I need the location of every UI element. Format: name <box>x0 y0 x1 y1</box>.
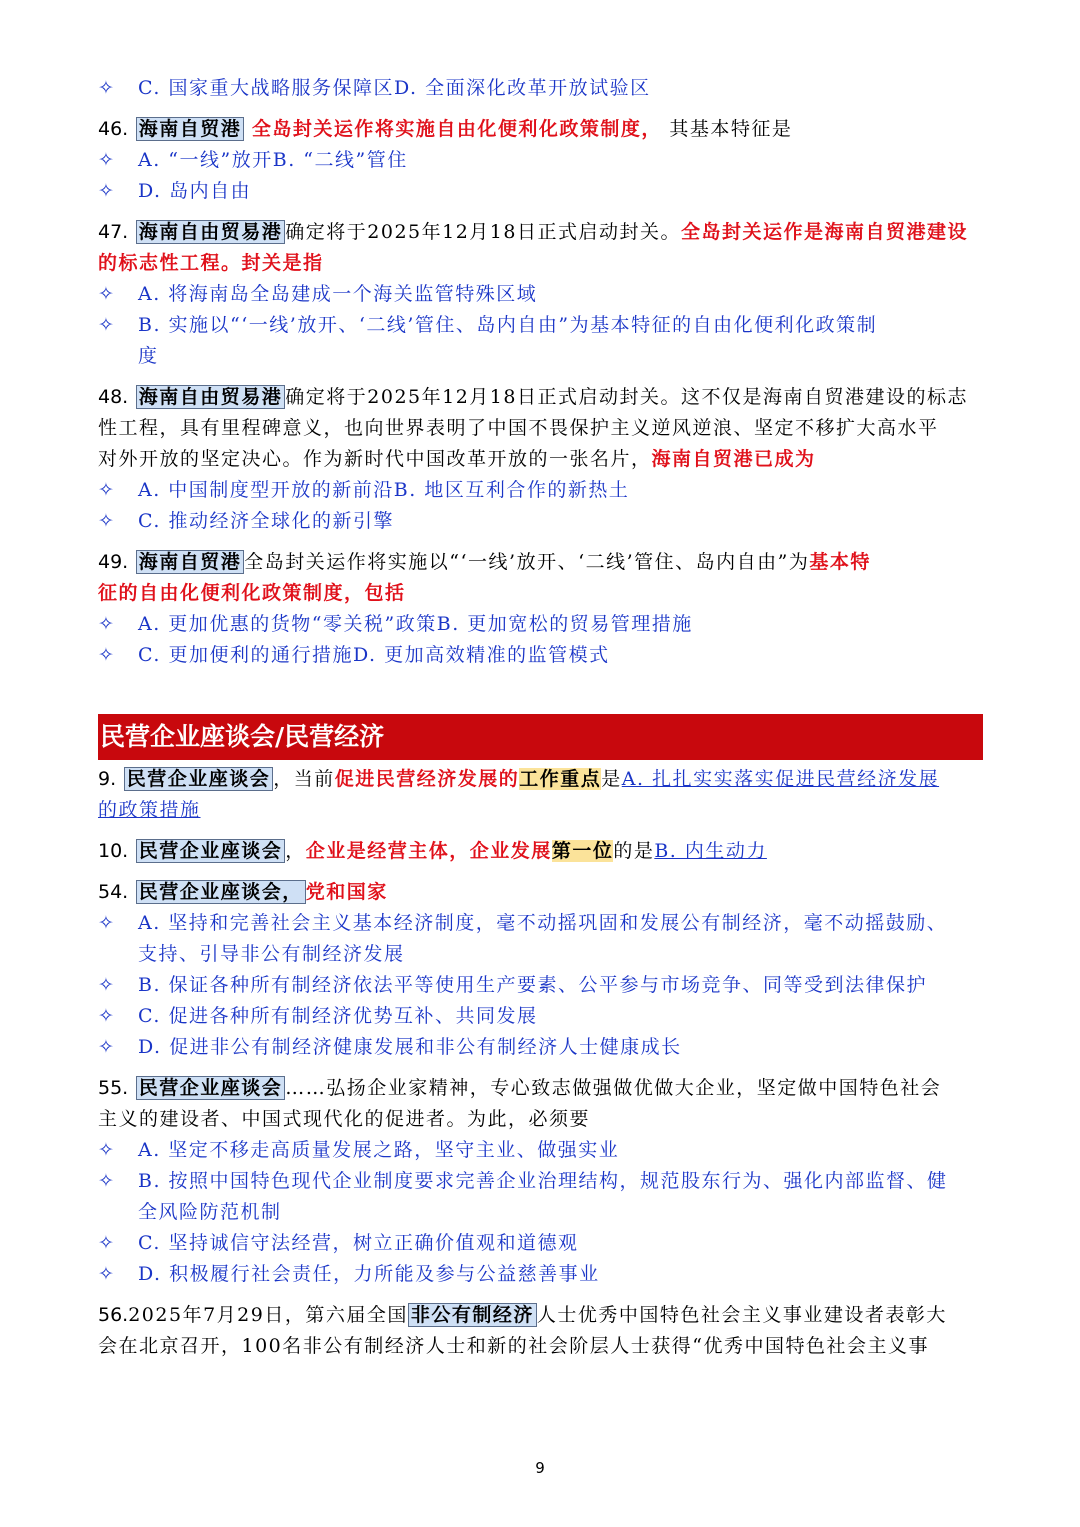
option-item <box>98 970 983 1001</box>
option-item <box>98 1259 983 1290</box>
section-heading: 民营企业座谈会/民营经济 <box>98 714 983 760</box>
bullet-icon: ✧ <box>98 314 116 336</box>
topic-tag: 民营企业座谈会， <box>136 880 306 904</box>
key-phrase-highlight: 工作重点 <box>519 768 602 790</box>
option-text: B. 实施以“‘一线’放开、‘二线’管住、岛内自由”为基本特征的自由化便利化政策制 <box>138 314 878 336</box>
option-item <box>98 1228 983 1259</box>
question-stem: 确定将于2025年12月18日正式启动封关。 <box>285 221 681 243</box>
question-stem-highlight: 全岛封关运作是海南自贸港建设 <box>681 221 969 243</box>
question-48-line3 <box>98 444 983 475</box>
question-stem: 是 <box>601 768 622 790</box>
topic-tag: 海南自由贸易港 <box>136 385 286 409</box>
question-stem-highlight: 党和国家 <box>305 881 388 903</box>
option-text-cont: 支持、引导非公有制经济发展 <box>138 943 405 965</box>
question-54 <box>98 877 983 908</box>
option-text: B. 保证各种所有制经济依法平等使用生产要素、公平参与市场竞争、同等受到法律保护 <box>138 974 928 996</box>
bullet-icon: ✧ <box>98 912 116 934</box>
option-text-cont: 度 <box>138 345 159 367</box>
question-stem: 2025年7月29日，第六届全国 <box>128 1304 408 1326</box>
option-item <box>98 908 983 939</box>
option-text: C. 推动经济全球化的新引擎 <box>138 510 394 532</box>
question-stem: 会在北京召开，100名非公有制经济人士和新的社会阶层人士获得“优秀中国特色社会主义事 <box>98 1335 929 1357</box>
option-text: C. 坚持诚信守法经营，树立正确价值观和道德观 <box>138 1232 579 1254</box>
option-item <box>98 1135 983 1166</box>
bullet-icon: ✧ <box>98 1139 116 1161</box>
question-stem: ，当前 <box>273 768 335 790</box>
question-stem-highlight: 的标志性工程。封关是指 <box>98 252 324 274</box>
option-text: D. 岛内自由 <box>138 180 252 202</box>
bullet-icon: ✧ <box>98 479 116 501</box>
bullet-icon: ✧ <box>98 149 116 171</box>
bullet-icon: ✧ <box>98 613 116 635</box>
option-text: B. 按照中国特色现代企业制度要求完善企业治理结构，规范股东行为、强化内部监督、健 <box>138 1170 948 1192</box>
question-47 <box>98 217 983 248</box>
question-stem-highlight: 促进民营经济发展的 <box>334 768 520 790</box>
question-stem: 确定将于2025年12月18日正式启动封关。这不仅是海南自贸港建设的标志 <box>285 386 968 408</box>
option-text: A. “一线”放开B. “二线”管住 <box>138 149 408 171</box>
bullet-icon: ✧ <box>98 283 116 305</box>
question-stem-highlight: 海南自贸港已成为 <box>651 448 816 470</box>
question-stem: 性工程，具有里程碑意义，也向世界表明了中国不畏保护主义逆风逆浪、坚定不移扩大高水平 <box>98 417 939 439</box>
option-item <box>98 475 983 506</box>
question-55 <box>98 1073 983 1104</box>
bullet-icon: ✧ <box>98 180 116 202</box>
question-stem: 的是 <box>613 840 655 862</box>
question-10 <box>98 836 983 867</box>
question-number: 47. <box>98 221 129 243</box>
option-text: A. 更加优惠的货物“零关税”政策B. 更加宽松的贸易管理措施 <box>138 613 693 635</box>
bullet-icon: ✧ <box>98 644 116 666</box>
question-48 <box>98 382 983 413</box>
bullet-icon: ✧ <box>98 1036 116 1058</box>
bullet-icon: ✧ <box>98 510 116 532</box>
question-number: 48. <box>98 386 129 408</box>
question-stem-highlight: 全岛封关运作将实施自由化便利化政策制度， <box>251 118 662 140</box>
option-text: A. 坚持和完善社会主义基本经济制度，毫不动摇巩固和发展公有制经济，毫不动摇鼓励、 <box>138 912 948 934</box>
option-text: D. 促进非公有制经济健康发展和非公有制经济人士健康成长 <box>138 1036 682 1058</box>
answer-text: 的政策措施 <box>98 799 201 821</box>
option-text: D. 积极履行社会责任，力所能及参与公益慈善事业 <box>138 1263 600 1285</box>
option-item <box>98 1001 983 1032</box>
option-text: A. 中国制度型开放的新前沿B. 地区互利合作的新热土 <box>138 479 630 501</box>
question-stem: 全岛封关运作将实施以“‘一线’放开、‘二线’管住、岛内自由”为 <box>244 551 810 573</box>
question-46 <box>98 114 983 145</box>
question-47-cont <box>98 248 983 279</box>
question-number: 54. <box>98 881 129 903</box>
bullet-icon: ✧ <box>98 1263 116 1285</box>
question-number: 49. <box>98 551 129 573</box>
option-item <box>98 73 983 104</box>
topic-tag: 海南自由贸易港 <box>136 220 286 244</box>
topic-tag: 民营企业座谈会 <box>124 767 274 791</box>
topic-tag: 民营企业座谈会 <box>136 839 286 863</box>
topic-tag: 海南自贸港 <box>136 550 245 574</box>
option-item <box>98 279 983 310</box>
option-item <box>98 176 983 207</box>
option-text-cont: 全风险防范机制 <box>138 1201 282 1223</box>
key-phrase-highlight: 第一位 <box>551 840 614 862</box>
page-content <box>98 70 983 1362</box>
question-stem: ， <box>285 840 306 862</box>
question-stem: ……弘扬企业家精神，专心致志做强做优做大企业，坚定做中国特色社会 <box>285 1077 942 1099</box>
option-text: A. 将海南岛全岛建成一个海关监管特殊区域 <box>138 283 538 305</box>
option-item <box>98 1032 983 1063</box>
question-stem: 其基本特征是 <box>669 118 793 140</box>
question-number: 46. <box>98 118 129 140</box>
option-item <box>98 506 983 537</box>
option-item <box>98 1166 983 1197</box>
question-stem: 对外开放的坚定决心。作为新时代中国改革开放的一张名片， <box>98 448 652 470</box>
option-text: C. 促进各种所有制经济优势互补、共同发展 <box>138 1005 538 1027</box>
bullet-icon: ✧ <box>98 974 116 996</box>
question-stem-highlight: 基本特 <box>809 551 871 573</box>
question-stem: 主义的建设者、中国式现代化的促进者。为此，必须要 <box>98 1108 591 1130</box>
topic-tag: 海南自贸港 <box>136 117 245 141</box>
question-9 <box>98 764 983 795</box>
question-number: 9. <box>98 768 117 790</box>
option-text: A. 坚定不移走高质量发展之路，坚守主业、做强实业 <box>138 1139 620 1161</box>
question-stem: 人士优秀中国特色社会主义事业建设者表彰大 <box>536 1304 947 1326</box>
question-number: 55. <box>98 1077 129 1099</box>
question-number: 56. <box>98 1304 129 1326</box>
question-stem-highlight: 征的自由化便利化政策制度，包括 <box>98 582 406 604</box>
bullet-icon: ✧ <box>98 77 116 99</box>
bullet-icon: ✧ <box>98 1170 116 1192</box>
option-item <box>98 609 983 640</box>
question-49-cont <box>98 578 983 609</box>
question-stem-highlight: 企业是经营主体，企业发展 <box>305 840 552 862</box>
option-item <box>98 640 983 671</box>
page-number: 9 <box>535 1459 545 1477</box>
question-9-cont <box>98 795 983 826</box>
answer-text: B. 内生动力 <box>654 840 767 862</box>
bullet-icon: ✧ <box>98 1232 116 1254</box>
answer-text: A. 扎扎实实落实促进民营经济发展 <box>621 768 940 790</box>
bullet-icon: ✧ <box>98 1005 116 1027</box>
option-item <box>98 145 983 176</box>
question-56 <box>98 1300 983 1331</box>
topic-tag: 民营企业座谈会 <box>136 1076 286 1100</box>
option-item <box>98 310 983 341</box>
option-text: C. 国家重大战略服务保障区D. 全面深化改革开放试验区 <box>138 77 651 99</box>
question-49 <box>98 547 983 578</box>
topic-tag: 非公有制经济 <box>408 1303 537 1327</box>
option-text: C. 更加便利的通行措施D. 更加高效精准的监管模式 <box>138 644 610 666</box>
question-number: 10. <box>98 840 129 862</box>
